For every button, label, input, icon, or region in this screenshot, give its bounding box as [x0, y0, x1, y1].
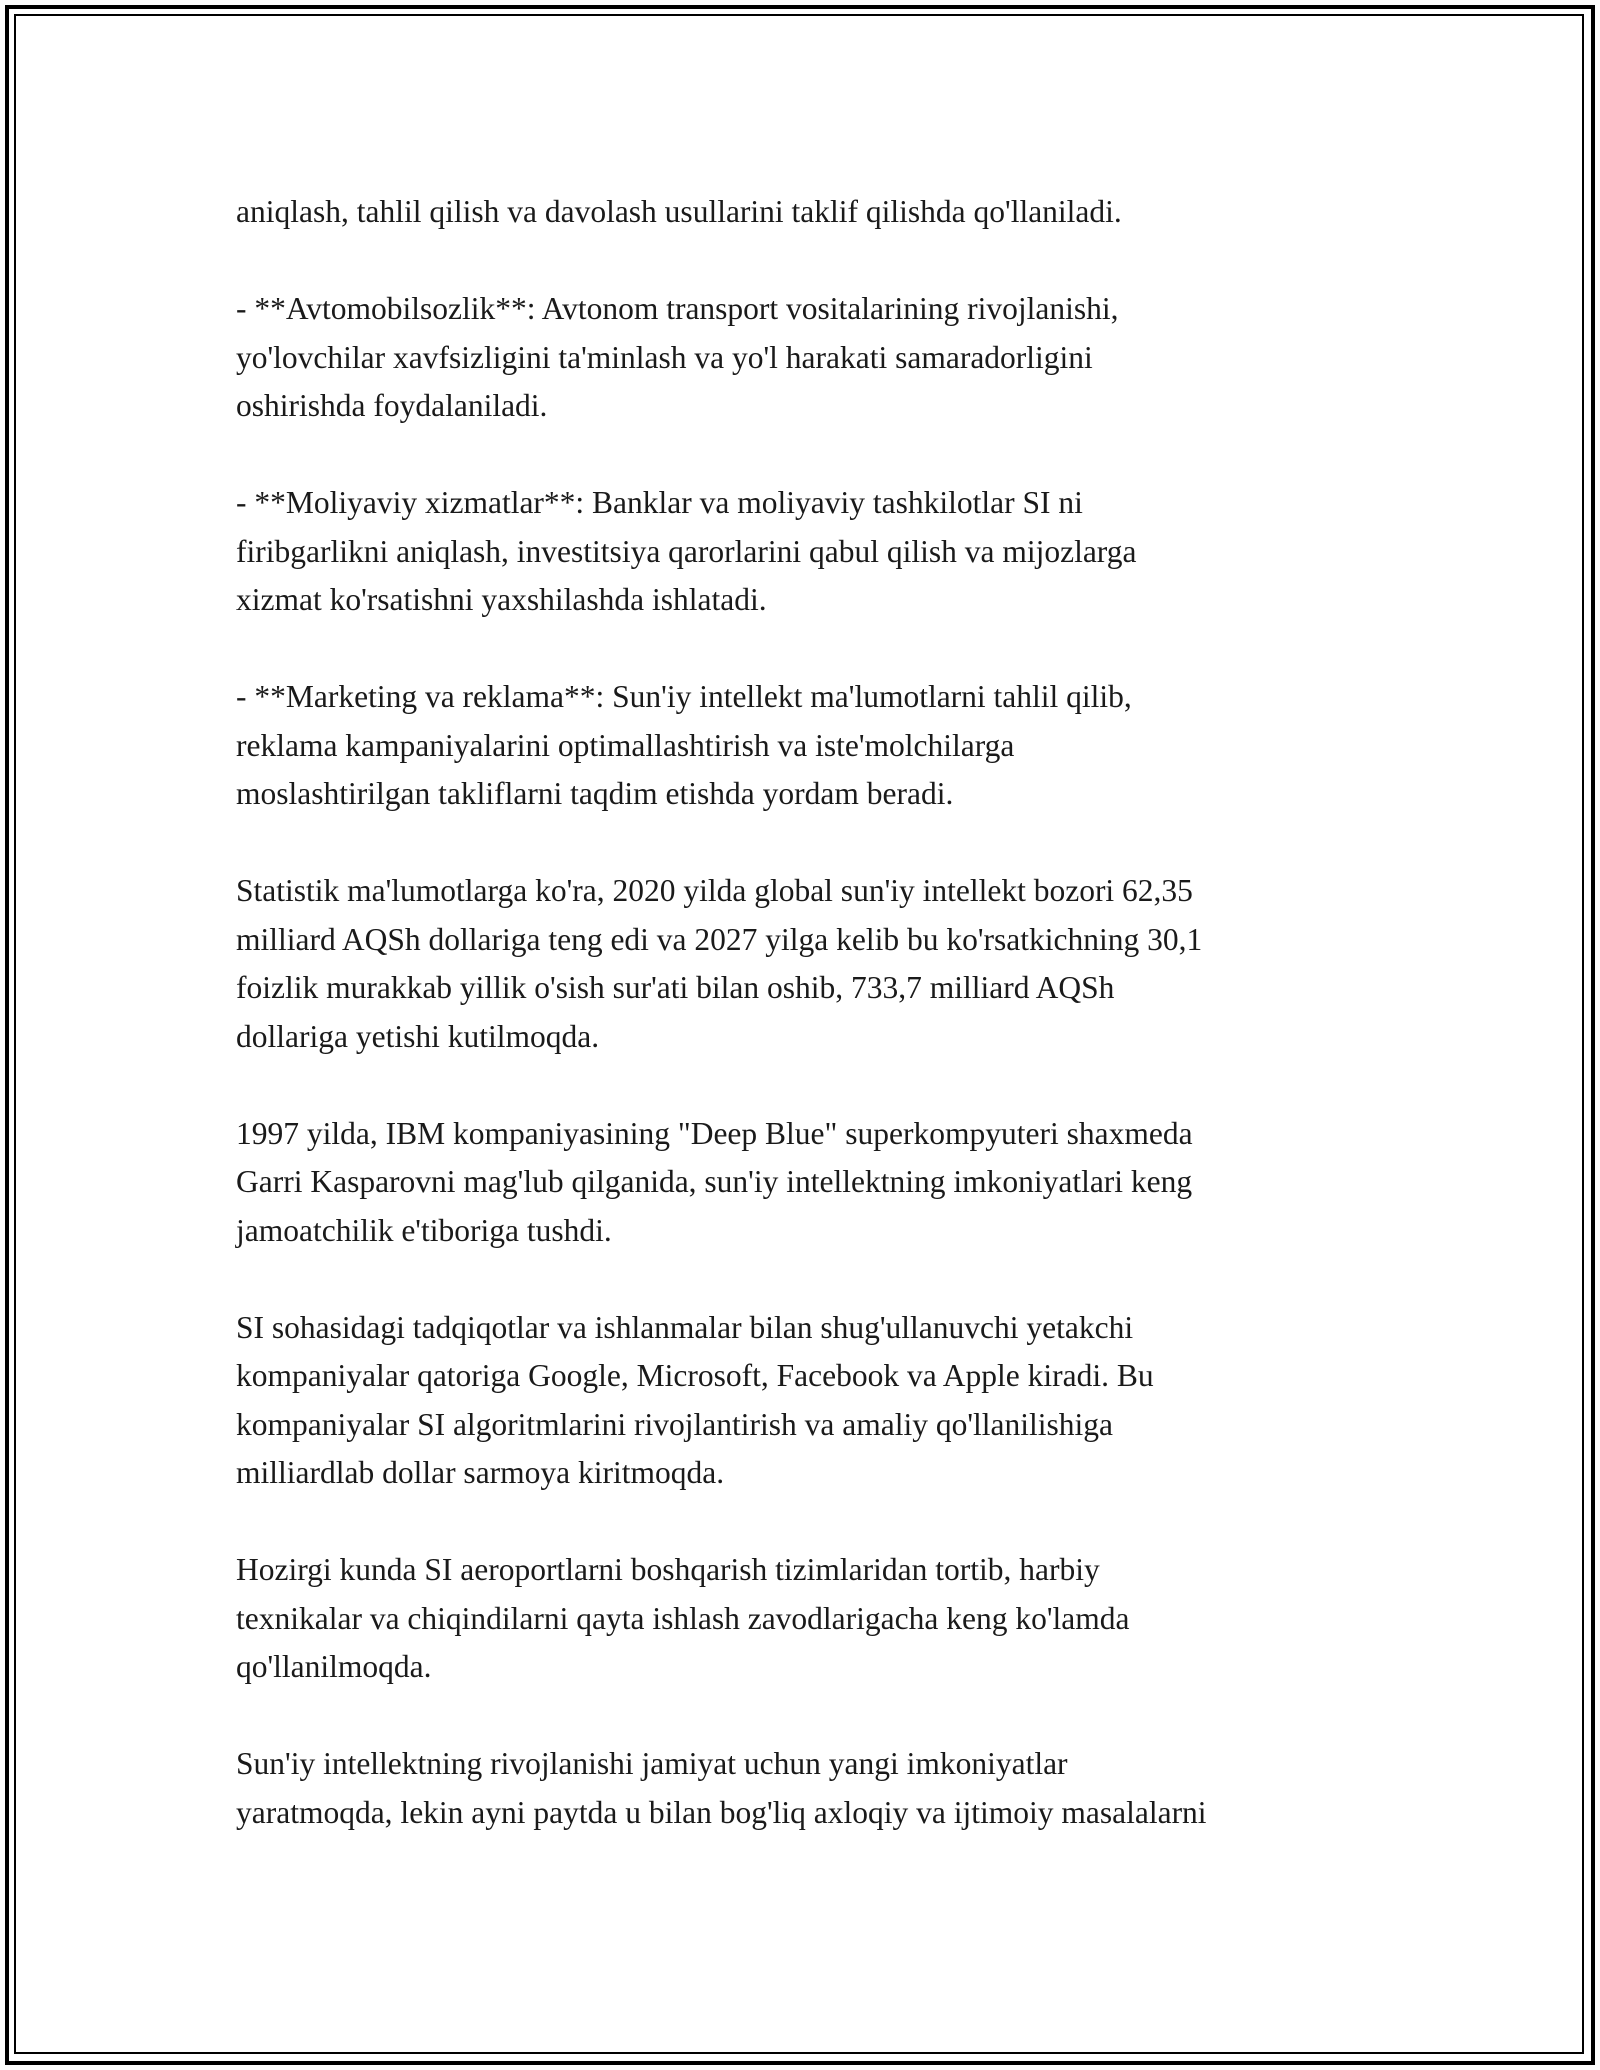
paragraph-medicine-continued: aniqlash, tahlil qilish va davolash usullarini taklif qilishda qo'llaniladi.	[236, 194, 1122, 229]
paragraph-deep-blue: 1997 yilda, IBM kompaniyasining "Deep Blue" superkompyuteri shaxmeda Garri Kasparovni mag'lub qilganida, sun'iy intellektning imkoniyatlari keng jamoatchilik e'tiboriga tushdi.	[236, 1115, 1193, 1248]
document-body	[236, 188, 1396, 1837]
paragraph-companies: SI sohasidagi tadqiqotlar va ishlanmalar bilan shug'ullanuvchi yetakchi kompaniyalar qatoriga Google, Microsoft, Facebook va Apple kiradi. Bu kompaniyalar SI algoritmlarini rivojlantirish va amaliy qo'llanilishiga milliardlab dollar sarmoya kiritmoqda.	[236, 1309, 1154, 1490]
paragraph-marketing: - **Marketing va reklama**: Sun'iy intellekt ma'lumotlarni tahlil qilib, reklama kampaniyalarini optimallashtirish va iste'molchilarga moslashtirilgan takliflarni taqdim etishda yordam beradi.	[236, 679, 1132, 811]
paragraph-statistics: Statistik ma'lumotlarga ko'ra, 2020 yilda global sun'iy intellekt bozori 62,35 milliard AQSh dollariga teng edi va 2027 yilga kelib bu ko'rsatkichning 30,1 foizlik murakkab yillik o'sish sur'ati bilan oshib, 733,7 milliard AQSh dollariga yetishi kutilmoqda.	[236, 873, 1203, 1054]
paragraph-applications: Hozirgi kunda SI aeroportlarni boshqarish tizimlaridan tortib, harbiy texnikalar va chiqindilarni qayta ishlash zavodlarigacha keng ko'lamda qo'llanilmoqda.	[236, 1552, 1130, 1684]
paragraph-financial-services: - **Moliyaviy xizmatlar**: Banklar va moliyaviy tashkilotlar SI ni firibgarlikni aniqlash, investitsiya qarorlarini qabul qilish va mijozlarga xizmat ko'rsatishni yaxshilashda ishlatadi.	[236, 485, 1137, 617]
paragraph-automotive: - **Avtomobilsozlik**: Avtonom transport vositalarining rivojlanishi, yo'lovchilar xavfsizligini ta'minlash va yo'l harakati samaradorligini oshirishda foydalaniladi.	[236, 291, 1119, 423]
paragraph-society: Sun'iy intellektning rivojlanishi jamiyat uchun yangi imkoniyatlar yaratmoqda, lekin ayni paytda u bilan bog'liq axloqiy va ijtimoiy masalalarni	[236, 1746, 1207, 1830]
